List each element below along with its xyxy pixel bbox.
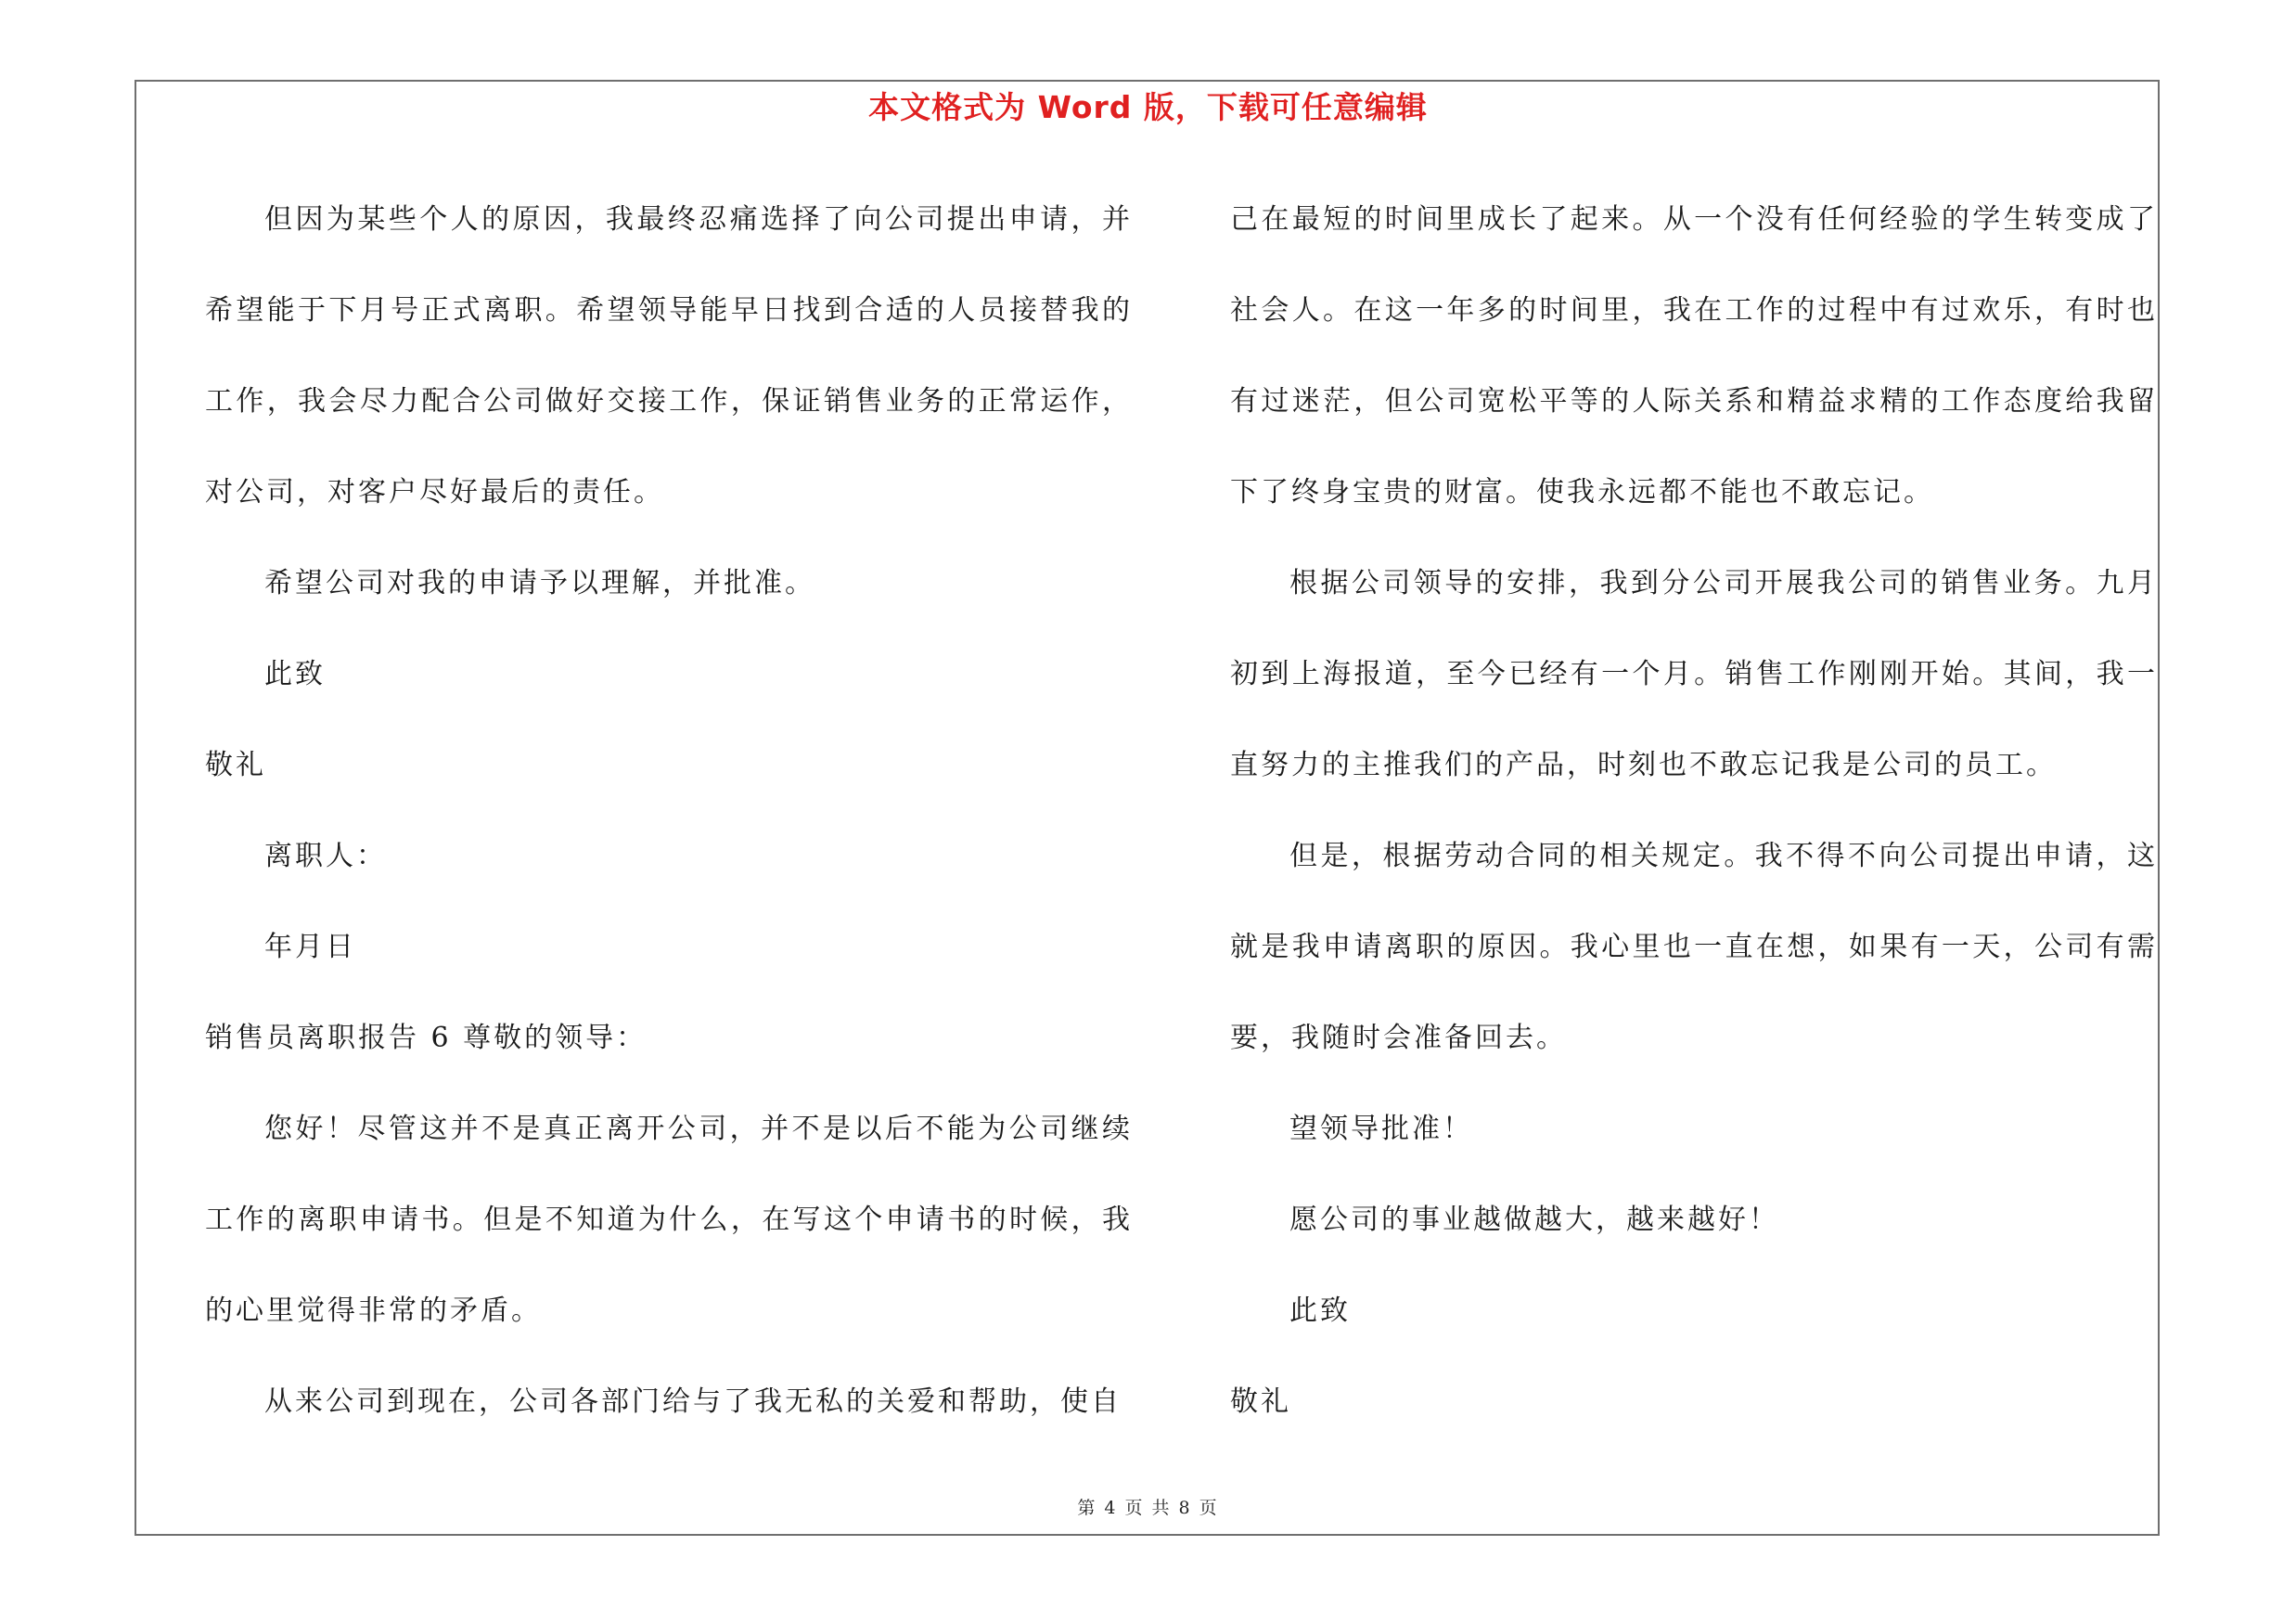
paragraph: 希望公司对我的申请予以理解，并批准。 <box>264 567 815 599</box>
left-column <box>205 174 1133 1448</box>
salutation-closing: 此致 <box>264 658 326 690</box>
paragraph: 您好！尽管这并不是真正离开公司，并不是以后不能为公司继续工作的离职申请书。但是不知道为什么，在写这个申请书的时候，我的心里觉得非常的矛盾。 <box>205 1113 1133 1327</box>
salutation-closing: 此致 <box>1289 1295 1351 1327</box>
right-column <box>1230 174 2158 1448</box>
format-banner: 本文格式为 Word 版，下载可任意编辑 <box>868 89 1428 125</box>
salutation-regards: 敬礼 <box>1230 1385 1291 1418</box>
paragraph: 己在最短的时间里成长了起来。从一个没有任何经验的学生转变成了社会人。在这一年多的时间里，我在工作的过程中有过欢乐，有时也有过迷茫，但公司宽松平等的人际关系和精益求精的工作态度给我留下了终身宝贵的财富。使我永远都不能也不敢忘记。 <box>1230 203 2158 509</box>
paragraph: 根据公司领导的安排，我到分公司开展我公司的销售业务。九月初到上海报道，至今已经有一个月。销售工作刚刚开始。其间，我一直努力的主推我们的产品，时刻也不敢忘记我是公司的员工。 <box>1230 567 2158 781</box>
paragraph: 愿公司的事业越做越大，越来越好！ <box>1289 1204 1779 1236</box>
date-label: 年月日 <box>264 931 356 963</box>
signature-label: 离职人： <box>264 840 387 872</box>
paragraph: 望领导批准！ <box>1289 1113 1473 1145</box>
paragraph: 从来公司到现在，公司各部门给与了我无私的关爱和帮助，使自 <box>264 1385 1122 1418</box>
paragraph: 但是，根据劳动合同的相关规定。我不得不向公司提出申请，这就是我申请离职的原因。我心里也一直在想，如果有一天，公司有需要，我随时会准备回去。 <box>1230 840 2158 1054</box>
page-number-footer: 第 4 页 共 8 页 <box>1077 1498 1219 1518</box>
paragraph: 但因为某些个人的原因，我最终忍痛选择了向公司提出申请，并希望能于下月号正式离职。希望领导能早日找到合适的人员接替我的工作，我会尽力配合公司做好交接工作，保证销售业务的正常运作，对公司，对客户尽好最后的责任。 <box>205 203 1133 509</box>
section-heading: 销售员离职报告 6 尊敬的领导： <box>205 1022 648 1054</box>
salutation-regards: 敬礼 <box>205 749 266 781</box>
